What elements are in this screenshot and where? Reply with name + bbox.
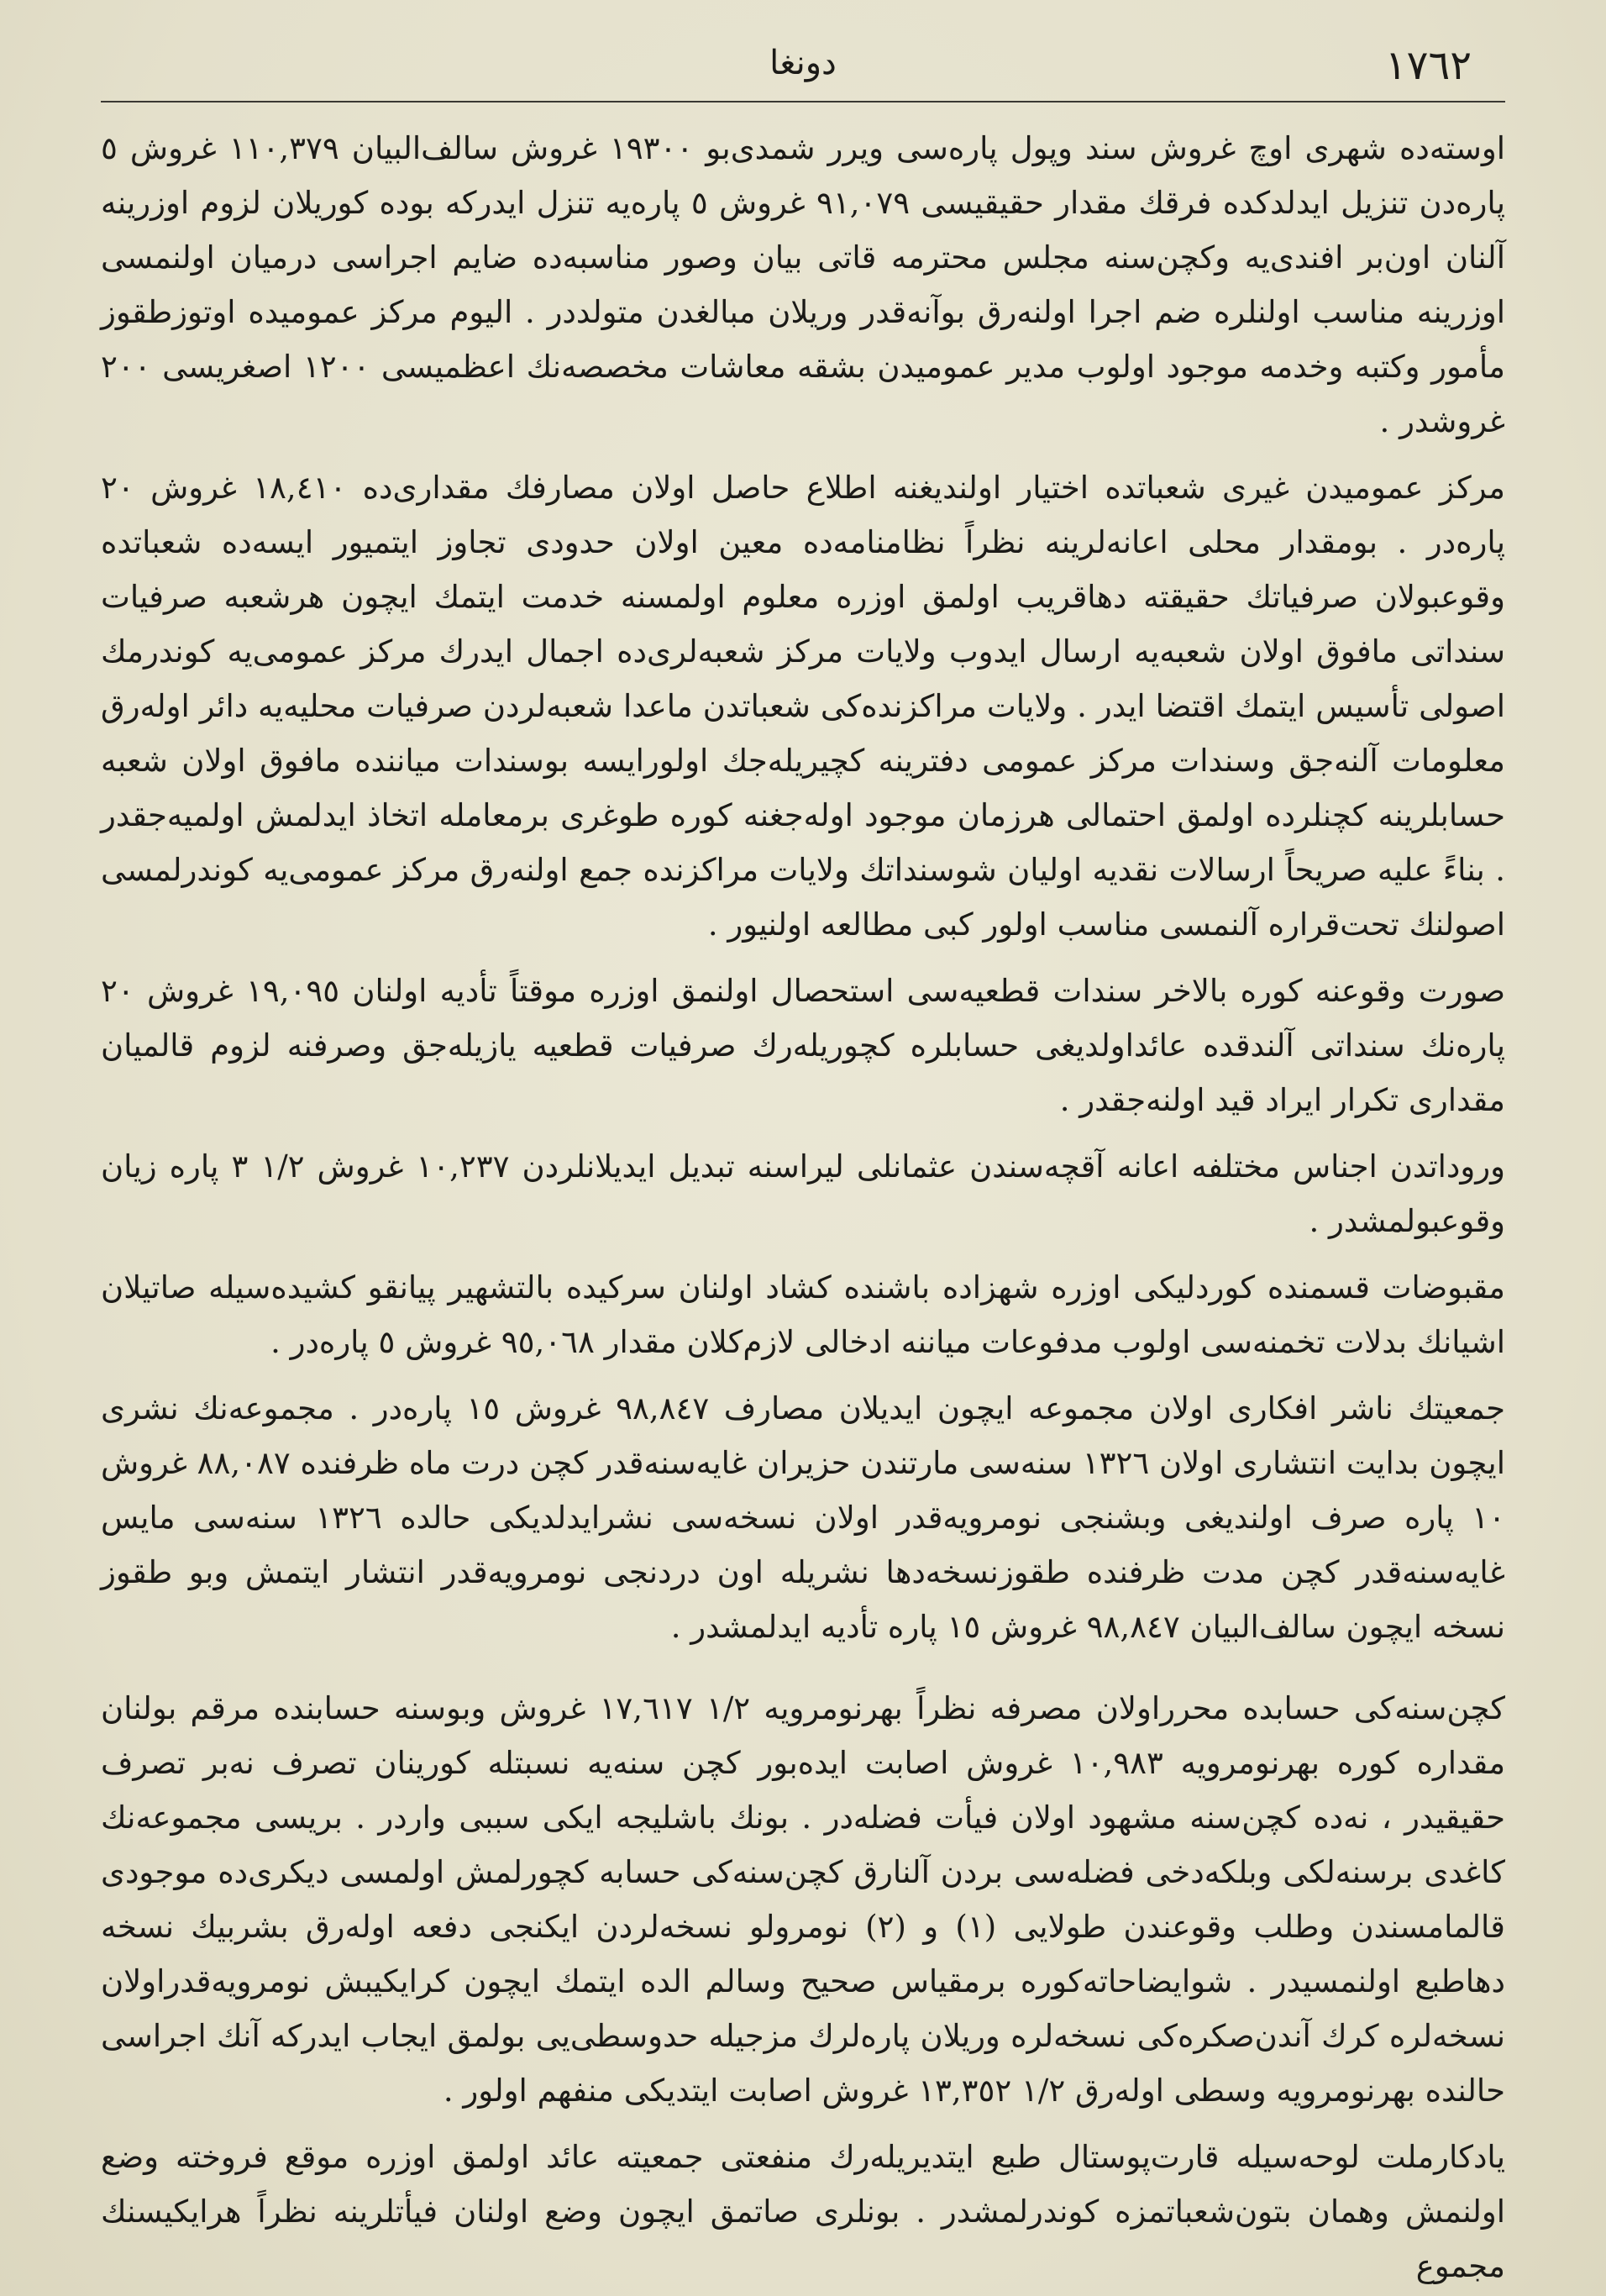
paragraph-4: وروداتدن اجناس مختلفه اعانه آقچه‌سندن عثمانلی لیراسنه تبدیل ایدیلانلردن ۱۰,۲۳۷ غروش ۱/۲ ۳ پاره زیان وقوعبولمشدر . [101,1148,1506,1239]
paragraph-gap [101,1666,1505,1681]
page-header [101,34,1505,102]
document-body [101,121,1505,2293]
paragraph-1: اوسته‌ده شهری اوچ غروش سند وپول پاره‌سی ویرر شمدی‌بو ۱۹۳۰۰ غروش سالف‌البیان ۱۱۰,۳۷۹ غروش ٥ پاره‌دن تنزیل ایدلدکده فرقك مقدار حقیقیسی ۹۱,۰۷۹ غروش ٥ پاره‌یه تنزل ایدرکه بوده کوریلان لزوم اوزرینه آلنان اون‌بر افندی‌یه وکچن‌سنه مجلس محترمه قاتی بیان وصور مناسبه‌ده ضایم اجراسی درمیان اولنمسی اوزرینه مناسب اولنلره ضم اجرا اولنه‌رق بوآنه‌قدر وریلان مبالغدن متولددر . الیوم مرکز عمومیده اوتوزطقوز مأمور وکتبه وخدمه موجود اولوب مدیر عمومیدن بشقه معاشات مخصصه‌نك اعظمیسی ۱۲۰۰ اصغریسی ۲۰۰ غروشدر . [101,130,1505,439]
paragraph-5: مقبوضات قسمنده کوردلیکی اوزره شهزاده باشنده کشاد اولنان سرکیده بالتشهیر پیانقو کشیده‌سیله صاتیلان اشیانك بدلات تخمنه‌سی اولوب مدفوعات میاننه ادخالی لازم‌کلان مقدار ۹٥,۰٦۸ غروش ٥ پاره‌در . [101,1269,1505,1360]
paragraph-3: صورت وقوعنه کوره بالاخر سندات قطعیه‌سی استحصال اولنمق اوزره موقتاً تأدیه اولنان ۱۹,۰۹٥ غروش ۲۰ پاره‌نك سنداتی آلندقده عائداولدیغی حسابلره کچوریله‌رك صرفیات قطعیه یازیله‌جق وصرفنه لزوم قالمیان مقداری تکرار ایراد قید اولنه‌جقدر . [101,973,1505,1118]
page-number: ١٧٦٢ [1384,42,1472,89]
running-head: دونغا [769,44,837,82]
paragraph-6: جمعیتك ناشر افکاری اولان مجموعه ایچون ایدیلان مصارف ۹۸,۸٤۷ غروش ۱٥ پاره‌در . مجموعه‌نك نشری ایچون بدایت انتشاری اولان ۱۳۲٦ سنه‌سی مارتندن حزیران غایه‌سنه‌قدر کچن درت ماه ظرفنده ۸۸,۰۸۷ غروش ۱۰ پاره صرف اولندیغی وبشنجی نومرویه‌قدر اولان نسخه‌سی نشرایدلدیکی حالده ۱۳۲٦ سنه‌سی مایس غایه‌سنه‌قدر کچن مدت ظرفنده طقوزنسخه‌دها نشریله اون دردنجی نومرویه‌قدر انتشار ایتمش وبو طقوز نسخه ایچون سالف‌البیان ۹۸,۸٤۷ غروش ۱٥ پاره تأدیه ایدلمشدر . [101,1390,1505,1645]
paragraph-2: مرکز عمومیدن غیری شعباتده اختیار اولندیغنه اطلاع حاصل اولان مصارفك مقداری‌ده ۱۸,٤۱۰ غروش ۲۰ پاره‌در . بومقدار محلی اعانه‌لرینه نظراً نظامنامه‌ده معین اولان حدودی تجاوز ایتمیور ایسه‌ده شعباتده وقوعبولان صرفیاتك حقیقته دها‌قریب اولمق اوزره معلوم اولمسنه خدمت ایتمك ایچون هرشعبه صرفیات سنداتی مافوق اولان شعبه‌یه ارسال ایدوب ولایات مرکز شعبه‌لری‌ده اجمال ایدرك مرکز عمومی‌یه کوندرمك اصولی تأسیس ایتمك اقتضا ایدر . ولایات مراکزنده‌کی شعباتدن ماعدا شعبه‌لردن صرفیات محلیه‌یه دائر اوله‌رق معلومات آلنه‌جق وسندات مرکز عمومی دفترینه کچیریله‌جك اولورایسه بوسندات میاننده مافوق اولان شعبه حسابلرینه کچنلرده اولمق احتمالی هرزمان موجود اوله‌جغنه کوره طوغری برمعامله اتخاذ ایدلمش اولمیه‌جقدر . بناءً علیه صریحاً ارسالات نقدیه اولیان شوسنداتك ولایات مراکزنده جمع اولنه‌رق مرکز عمومی‌یه کوندرلمسی اصولنك تحت‌قراره آلنمسی مناسب اولور کبی مطالعه اولنیور . [101,470,1505,943]
paragraph-8: یادکارملت لوحه‌سیله قارت‌پوستال طبع ایتدیریله‌رك منفعتی جمعیته عائد اولمق اوزره موقع فروخته وضع اولنمش وهمان بتون‌شعباتمزه کوندرلمشدر . بونلری صاتمق ایچون وضع اولنان فیأتلرینه نظراً هرایکیسنك مجموع [101,2139,1505,2284]
paragraph-7: کچن‌سنه‌کی حسابده محرراولان مصرفه نظراً بهرنومرویه ۱/۲ ۱۷,٦۱۷ غروش وبوسنه حسابنده مرقم بولنان مقداره کوره بهرنومرویه ۱۰,۹۸۳ غروش اصابت ایده‌بور کچن سنه‌یه نسبتله کورینان تصرف نه‌بر تصرف حقیقیدر ، نه‌ده کچن‌سنه مشهود اولان فیأت فضله‌در . بونك باشلیجه ایکی سببی واردر . بریسی مجموعه‌نك کاغدی برسنه‌لکی وبلکه‌دخی فضله‌سی بردن آلنارق کچن‌سنه‌کی حسابه کچورلمش اولمسی دیکری‌ده موجودی قالمامسندن وطلب وقوعندن طولایی (۱) و (۲) نومرولو نسخه‌لردن ایکنجی دفعه اوله‌رق بشربیك نسخه دهاطبع اولنمسیدر . شوایضاحاته‌کوره برمقیاس صحیح وسالم الده ایتمك ایچون کرایکیبش نومرویه‌قدراولان نسخه‌لره کرك آندن‌صکره‌کی نسخه‌لره وریلان پاره‌لرك مزجیله حدوسطی‌یی بولمق ایجاب ایدرکه آنك اجراسی حالنده بهرنومرویه وسطی اوله‌رق ۱/۲ ۱۳,۳٥۲ غروش اصابت ایتدیکی منفهم اولور . [101,1690,1506,2109]
